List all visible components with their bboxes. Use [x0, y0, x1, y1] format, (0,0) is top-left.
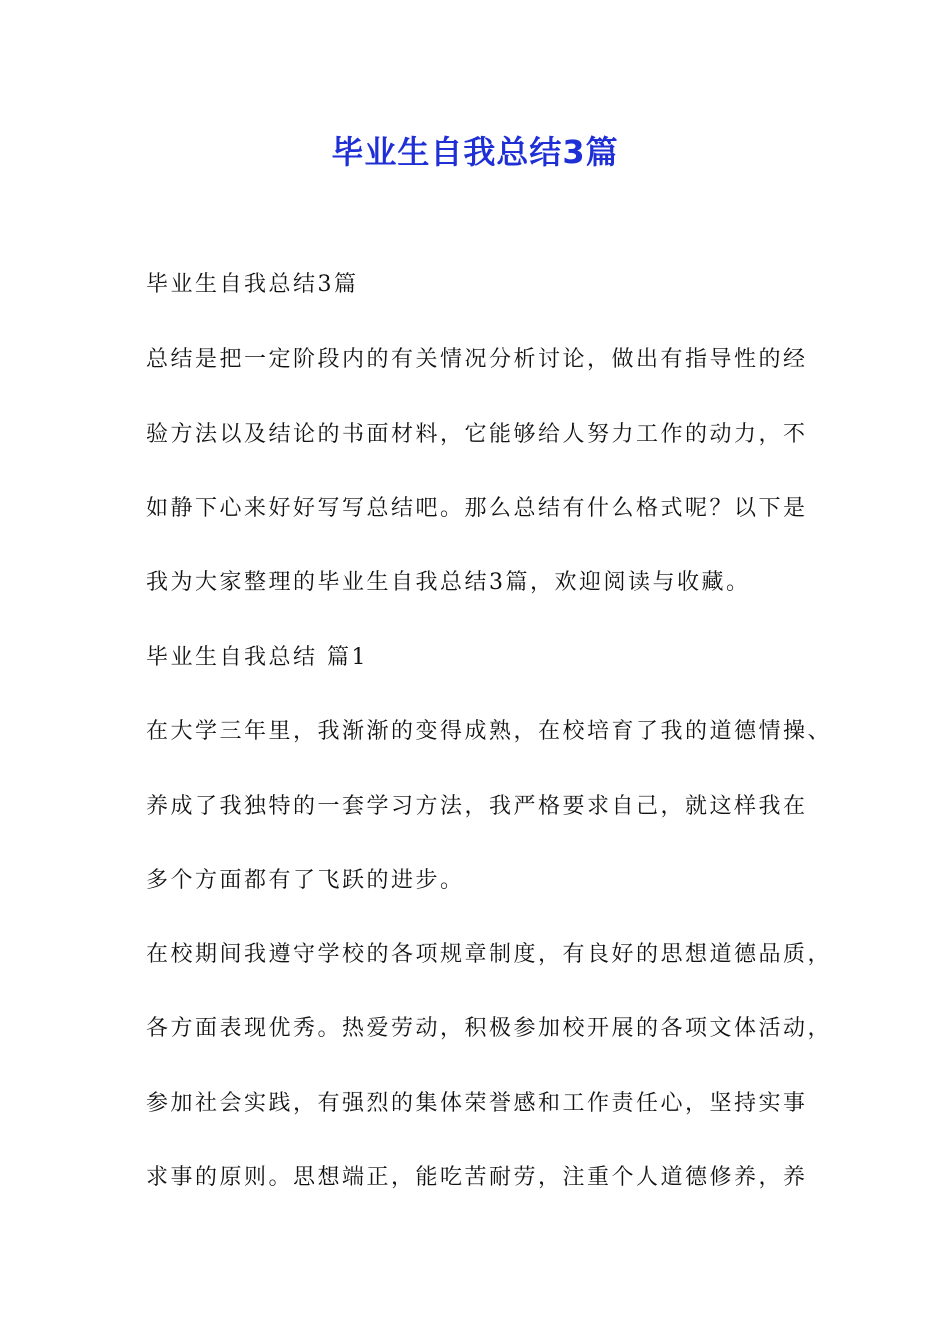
subtitle-line: 毕业生自我总结3篇	[146, 272, 359, 297]
paragraph-line: 我为大家整理的毕业生自我总结3篇，欢迎阅读与收藏。	[146, 570, 751, 595]
section-heading: 毕业生自我总结 篇1	[146, 645, 368, 670]
paragraph-line: 在大学三年里，我渐渐的变得成熟，在校培育了我的道德情操、	[146, 719, 833, 744]
paragraph-line: 养成了我独特的一套学习方法，我严格要求自己，就这样我在	[146, 794, 808, 819]
paragraph-line: 验方法以及结论的书面材料，它能够给人努力工作的动力，不	[146, 422, 808, 447]
paragraph-line: 总结是把一定阶段内的有关情况分析讨论，做出有指导性的经	[146, 347, 808, 372]
paragraph-line: 各方面表现优秀。热爱劳动，积极参加校开展的各项文体活动，	[146, 1016, 833, 1041]
paragraph-line: 如静下心来好好写写总结吧。那么总结有什么格式呢？以下是	[146, 496, 808, 521]
document-title: 毕业生自我总结3篇	[331, 133, 619, 171]
paragraph-line: 参加社会实践，有强烈的集体荣誉感和工作责任心，坚持实事	[146, 1091, 808, 1116]
paragraph-line: 在校期间我遵守学校的各项规章制度，有良好的思想道德品质，	[146, 942, 833, 967]
paragraph-line: 求事的原则。思想端正，能吃苦耐劳，注重个人道德修养，养	[146, 1165, 808, 1190]
paragraph-line: 多个方面都有了飞跃的进步。	[146, 868, 465, 893]
